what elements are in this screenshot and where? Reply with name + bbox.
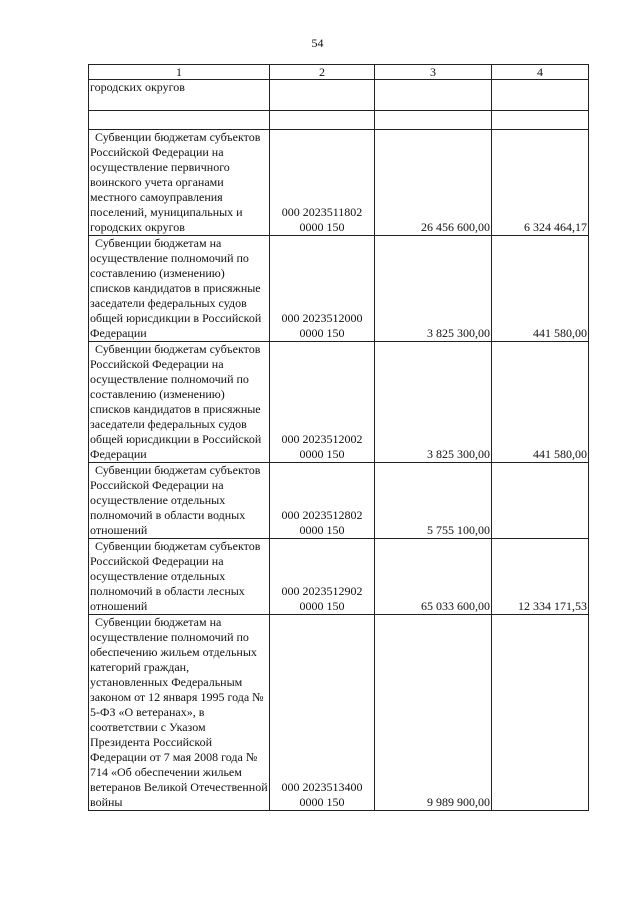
budget-code-suffix: 0000 150 bbox=[299, 326, 345, 340]
column-header: 2 bbox=[270, 65, 375, 80]
table-header-row bbox=[89, 65, 589, 80]
amount-cell: 3 825 300,00 bbox=[375, 342, 492, 463]
executed-cell: 12 334 171,53 bbox=[492, 539, 589, 615]
table-row bbox=[89, 342, 589, 463]
amount-cell: 26 456 600,00 bbox=[375, 130, 492, 236]
row-description: Субвенции бюджетам субъектов Российской Федерации на осуществление отдельных полномочий в области лесных отношений bbox=[90, 539, 261, 613]
budget-code: 000 2023512002 bbox=[281, 432, 363, 446]
table-row-continuation bbox=[89, 80, 589, 111]
budget-code-suffix: 0000 150 bbox=[299, 795, 345, 809]
amount-cell: 5 755 100,00 bbox=[375, 463, 492, 539]
row-description: Субвенции бюджетам на осуществление полномочий по обеспечению жильем отдельных категорий граждан, установленных Федеральным законом от 12 января 1995 года № 5-ФЗ «О ветеранах», в соответствии с Указом Президента Российской Федерации от 7 мая 2008 года № 714 «Об обеспечении жильем ветеранов Великой Отечественной войны bbox=[90, 615, 268, 809]
budget-code: 000 2023511802 bbox=[281, 205, 363, 219]
amount-cell: 3 825 300,00 bbox=[375, 236, 492, 342]
row-description: Субвенции бюджетам субъектов Российской Федерации на осуществление полномочий по составлению (изменению) списков кандидатов в присяжные заседатели федеральных судов общей юрисдикции в Российской Федерации bbox=[90, 342, 262, 461]
executed-cell: 6 324 464,17 bbox=[492, 130, 589, 236]
budget-code: 000 2023513400 bbox=[281, 780, 363, 794]
table-row bbox=[89, 463, 589, 539]
budget-code-suffix: 0000 150 bbox=[299, 447, 345, 461]
column-header: 4 bbox=[492, 65, 589, 80]
row-description: Субвенции бюджетам субъектов Российской Федерации на осуществление отдельных полномочий в области водных отношений bbox=[90, 463, 261, 537]
budget-code-suffix: 0000 150 bbox=[299, 599, 345, 613]
budget-code: 000 2023512902 bbox=[281, 584, 363, 598]
executed-cell: 441 580,00 bbox=[492, 342, 589, 463]
row-description: Субвенции бюджетам субъектов Российской Федерации на осуществление первичного воинского учета органами местного самоуправления поселений, муниципальных и городских округов bbox=[90, 130, 261, 234]
table-row bbox=[89, 236, 589, 342]
budget-code: 000 2023512000 bbox=[281, 311, 363, 325]
column-header: 3 bbox=[375, 65, 492, 80]
budget-code-suffix: 0000 150 bbox=[299, 523, 345, 537]
table-row bbox=[89, 615, 589, 811]
budget-code-suffix: 0000 150 bbox=[299, 220, 345, 234]
budget-table bbox=[88, 64, 589, 811]
row-description: Субвенции бюджетам на осуществление полномочий по составлению (изменению) списков кандидатов в присяжные заседатели федеральных судов общей юрисдикции в Российской Федерации bbox=[90, 236, 262, 340]
amount-cell: 9 989 900,00 bbox=[375, 615, 492, 811]
page-number: 54 bbox=[311, 36, 324, 50]
column-header: 1 bbox=[89, 65, 270, 80]
table-row bbox=[89, 539, 589, 615]
table-row bbox=[89, 130, 589, 236]
executed-cell bbox=[492, 463, 589, 539]
budget-code: 000 2023512802 bbox=[281, 508, 363, 522]
executed-cell: 441 580,00 bbox=[492, 236, 589, 342]
continuation-text: городских округов bbox=[89, 80, 270, 111]
table-row-spacer bbox=[89, 111, 589, 130]
amount-cell: 65 033 600,00 bbox=[375, 539, 492, 615]
executed-cell bbox=[492, 615, 589, 811]
